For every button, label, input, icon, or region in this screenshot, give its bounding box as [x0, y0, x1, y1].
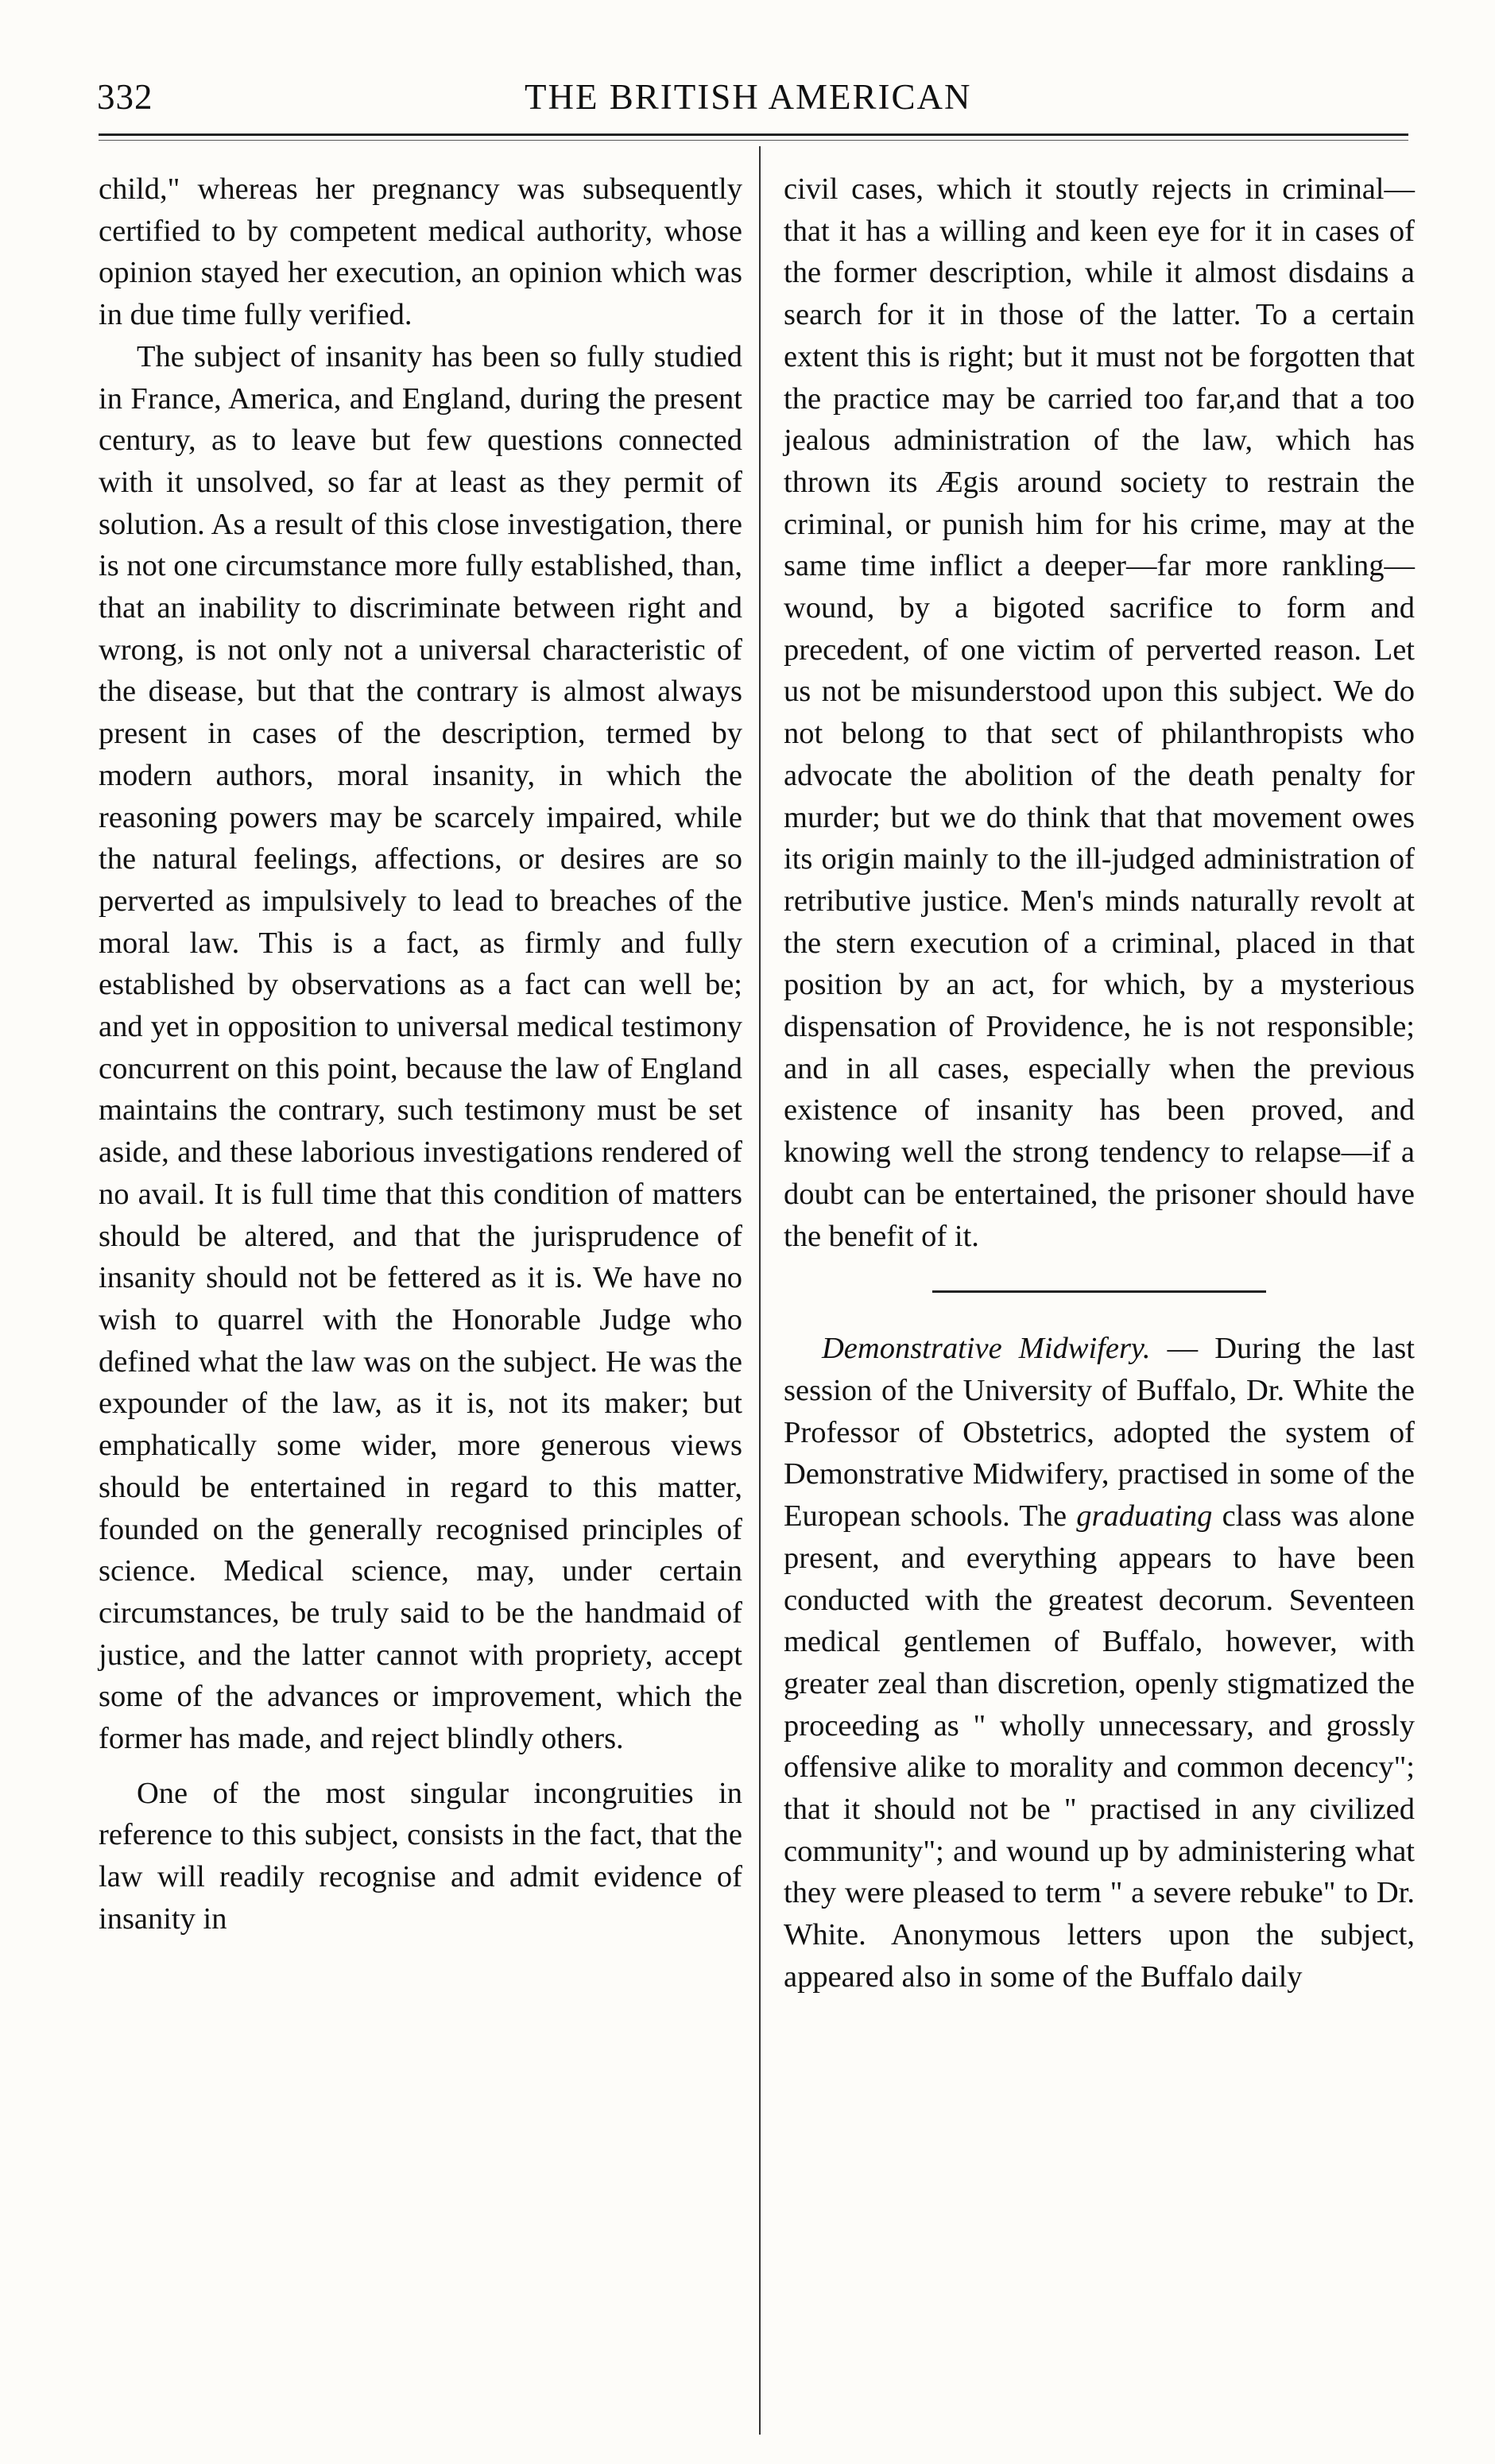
right-paragraph-2-italic: graduating	[1076, 1499, 1213, 1534]
right-column	[784, 168, 1415, 1998]
header-rule-thin	[99, 140, 1408, 141]
right-paragraph-2	[784, 1328, 1415, 1998]
page-number: 332	[97, 77, 153, 117]
right-paragraph-2-text-a: — During the last session of the University of Buffalo, Dr. White the Professor of Obstetrics, adopted the system of Demonstrative Midwifery, practised in some of the European schools. The	[784, 1332, 1415, 1534]
header-rule	[99, 133, 1408, 136]
left-paragraph-3: One of the most singular incongruities in reference to this subject, consists in the fact, that the law will readily recognise and admit evidence of insanity in	[99, 1776, 742, 1936]
left-paragraph-2: The subject of insanity has been so fully studied in France, America, and England, during the present century, as to leave but few questions connected with it unsolved, so far at least as they permit of solution. As a result of this close investigation, there is not one circumstance more fully established, than, that an inability to discriminate between right and wrong, is not only not a universal characteristic of the disease, but that the contrary is almost always present in cases of the description, termed by modern authors, moral insanity, in which the reasoning powers may be scarcely impaired, while the natural feelings, affections, or desires are so perverted as impulsively to lead to breaches of the moral law. This is a fact, as firmly and fully established by observations as a fact can well be; and yet in opposition to universal medical testimony concurrent on this point, because the law of England maintains the contrary, such testimony must be set aside, and these laborious investigations rendered of no avail. It is full time that this condition of matters should be altered, and that the jurisprudence of insanity should not be fettered as it is. We have no wish to quarrel with the Honorable Judge who defined what the law was on the subject. He was the expounder of the law, as it is, not its maker; but emphatically some wider, more generous views should be entertained in regard to this matter, founded on the generally recognised principles of science. Medical science, may, under certain circumstances, be truly said to be the handmaid of justice, and the latter cannot with propriety, accept some of the advances or improvement, which the former has made, and reject blindly others.	[99, 339, 742, 1756]
left-paragraph-1: child," whereas her pregnancy was subsequently certified to by competent medical authority, whose opinion stayed her execution, an opinion which was in due time fully verified.	[99, 172, 742, 332]
right-paragraph-1: civil cases, which it stoutly rejects in criminal—that it has a willing and keen eye for it in cases of the former description, while it almost disdains a search for it in those of the latter. To a certain extent this is right; but it must not be forgotten that the practice may be carried too far,and that a too jealous administration of the law, which has thrown its Ægis around society to restrain the criminal, or punish him for his crime, may at the same time inflict a deeper—far more rankling—wound, by a bigoted sacrifice to form and precedent, of one victim of perverted reason. Let us not be misunderstood upon this subject. We do not belong to that sect of philanthropists who advocate the abolition of the death penalty for murder; but we do think that that movement owes its origin mainly to the ill-judged administration of retributive justice. Men's minds naturally revolt at the stern execution of a criminal, placed in that position by an act, for which, by a mysterious dispensation of Providence, he is not responsible; and in all cases, especially when the previous existence of insanity has been proved, and knowing well the strong tendency to relapse—if a doubt can be entertained, the prisoner should have the benefit of it.	[784, 172, 1415, 1253]
running-head: THE BRITISH AMERICAN	[525, 77, 972, 117]
column-divider	[759, 146, 761, 2435]
page-header	[0, 76, 1495, 124]
section-rule	[932, 1290, 1266, 1293]
left-column	[99, 168, 742, 1940]
right-paragraph-2-text-b: class was alone present, and everything appears to have been conducted with the greatest decorum. Seventeen medical gentlemen of Buffalo, however, with greater zeal than discretion, openly stigmatized the proceeding as " wholly unnecessary, and grossly offensive alike to morality and common decency"; that it should not be " practised in any civilized community"; and wound up by administering what they were pleased to term " a severe rebuke" to Dr. White. Anonymous letters upon the subject, appeared also in some of the Buffalo daily	[784, 1499, 1415, 1994]
section-heading-demonstrative-midwifery: Demonstrative Midwifery.	[822, 1332, 1151, 1366]
